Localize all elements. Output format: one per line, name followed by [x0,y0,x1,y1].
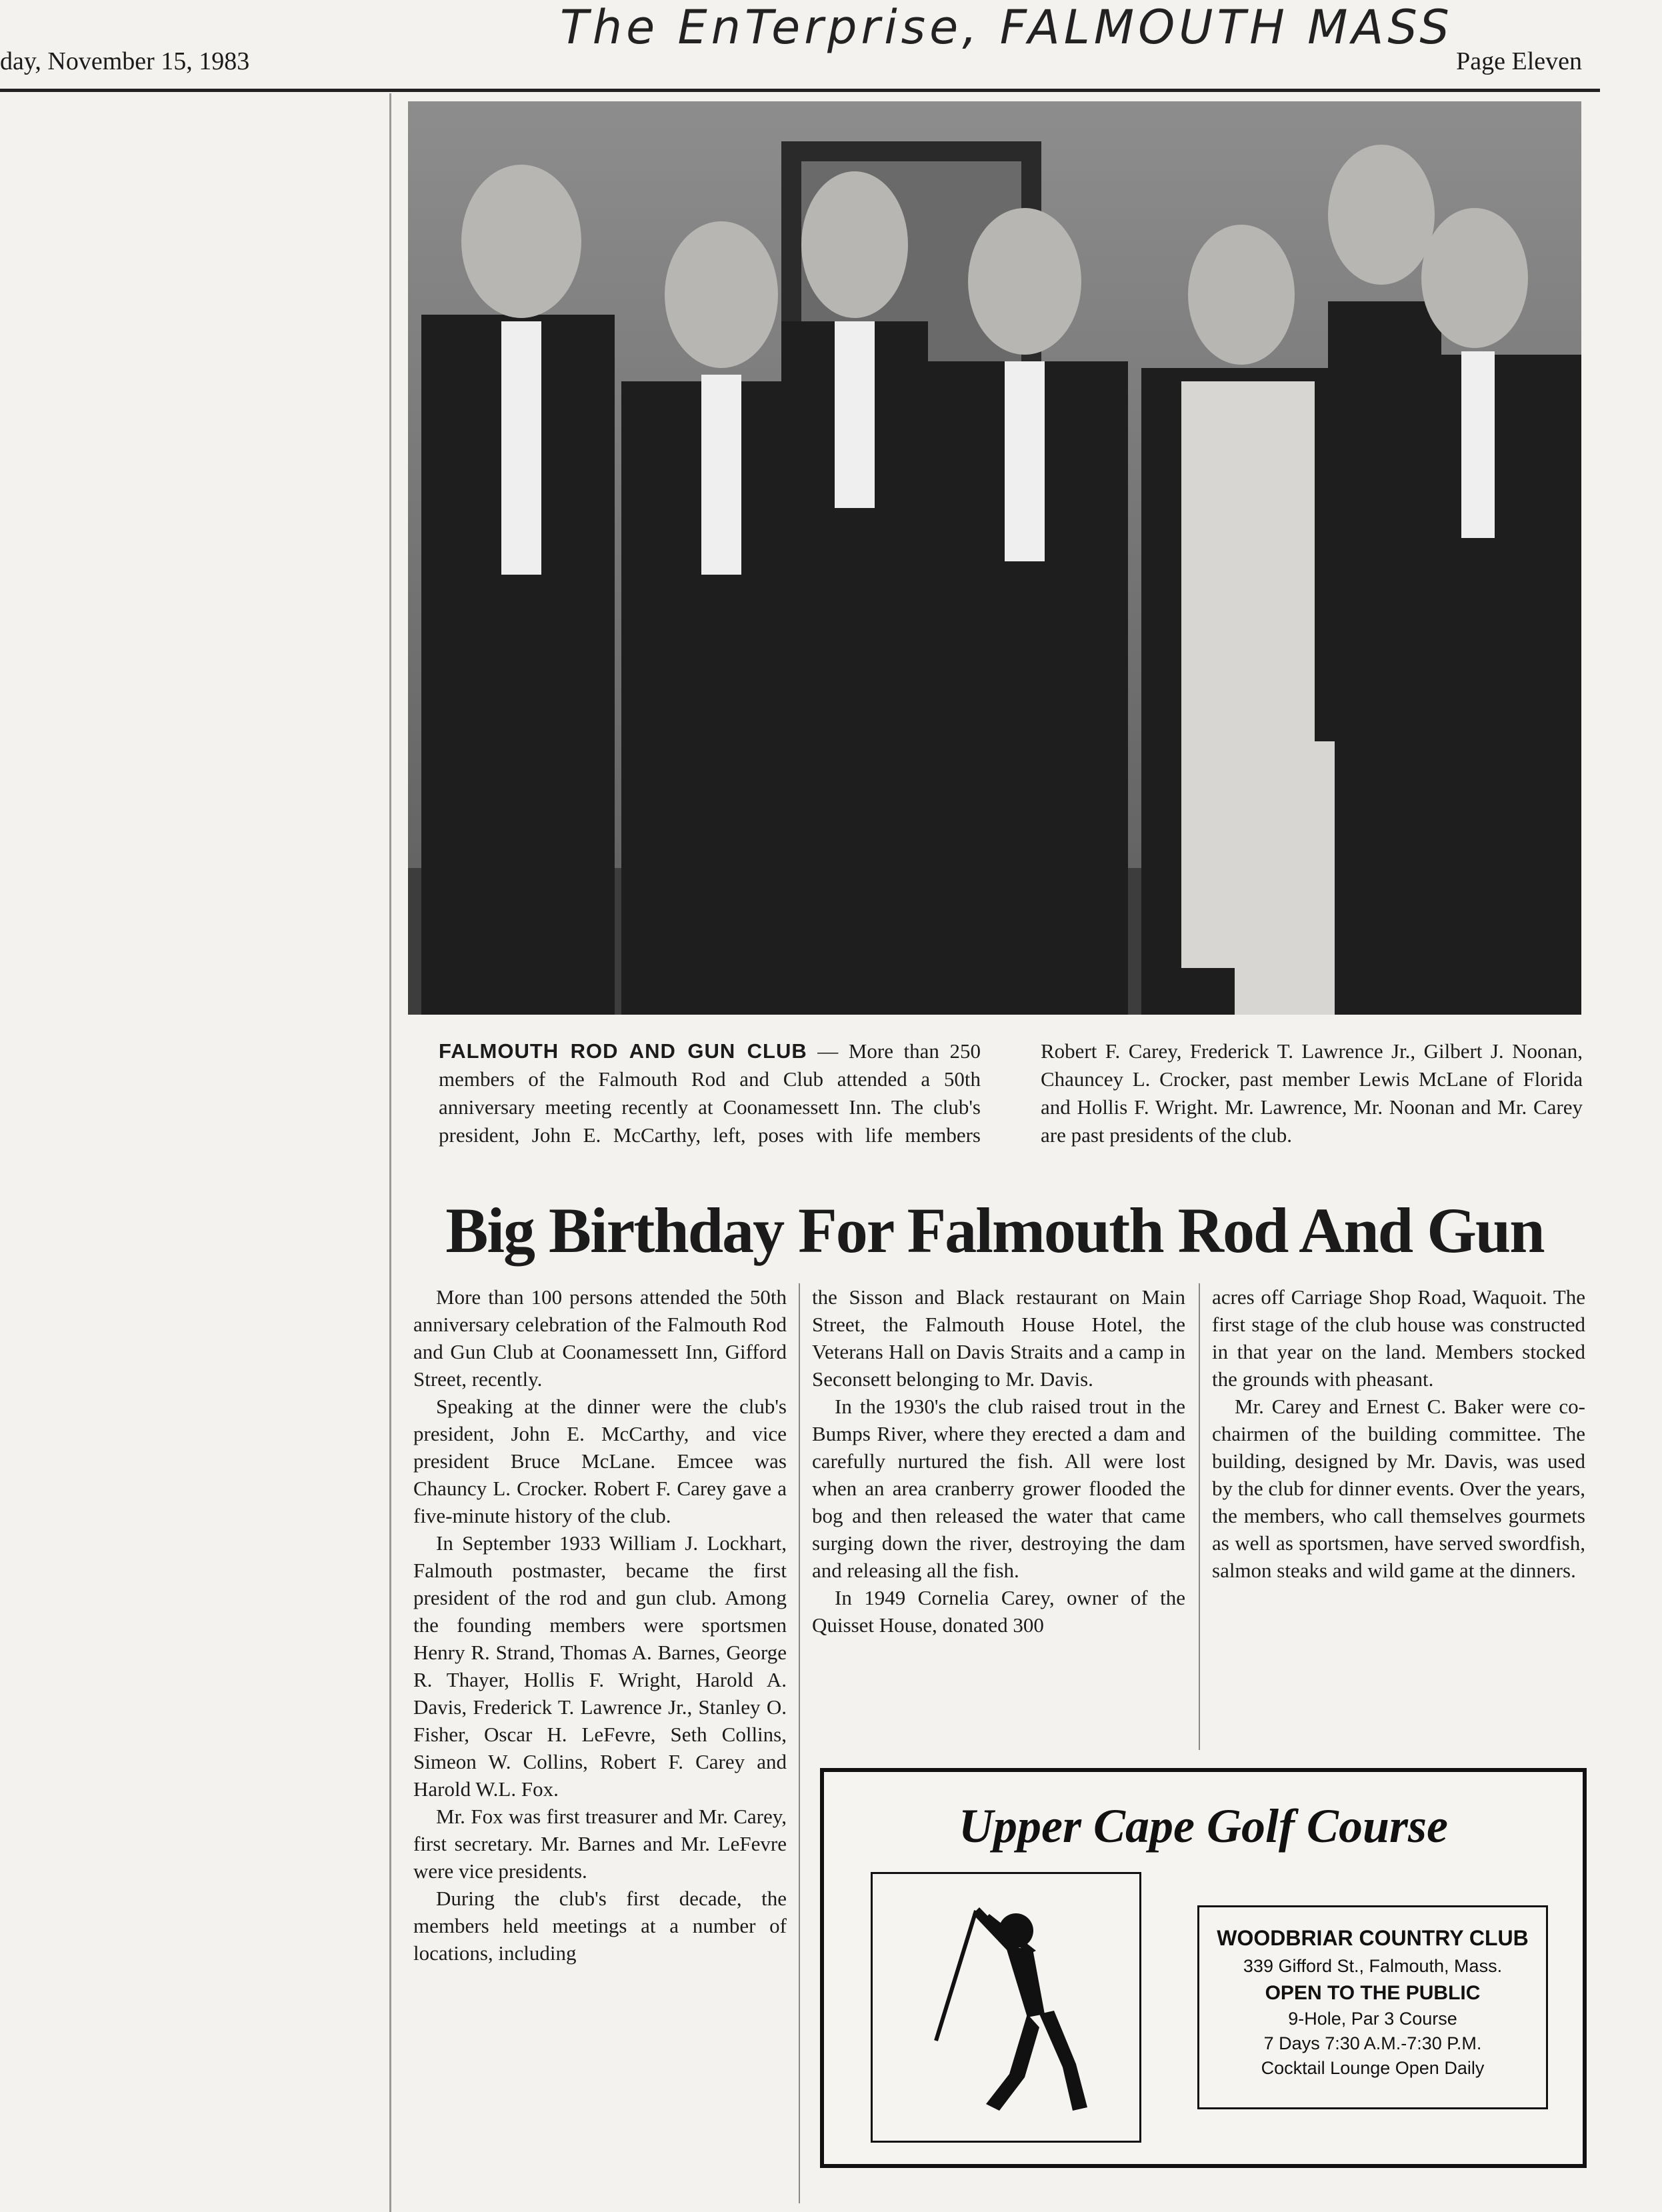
group-photo [408,101,1581,1015]
open-to-public: OPEN TO THE PUBLIC [1265,1982,1481,2004]
article-paragraph: During the club's first decade, the members held meetings at a number of locations, including [413,1887,787,1965]
lounge-note: Cocktail Lounge Open Daily [1261,2058,1485,2078]
article-paragraph: In 1949 Cornelia Carey, owner of the Quisset House, donated 300 [812,1586,1185,1637]
page-number: Page Eleven [1456,47,1582,75]
article-paragraph: More than 100 persons attended the 50th anniversary celebration of the Falmouth Rod and Gun Club at Coonamessett Inn, Gifford Street, recently. [413,1285,787,1391]
club-info-box [1197,1905,1548,2109]
club-name: WOODBRIAR COUNTRY CLUB [1217,1926,1529,1950]
caption-text: — More than 250 members of the Falmouth Rod and Club attended a 50th anniversary meeting recently at Coonamessett Inn. The club's president, John E. McCarthy, left, poses with life members Robert F. Carey, Frederick T. Lawrence Jr., Gilbert J. Noonan, Chauncey L. Crocker, past member Lewis McLane of Florida and Hollis F. Wright. Mr. Lawrence, Mr. Noonan and Mr. Carey are past presidents of the club. [439,1039,1583,1147]
opening-hours: 7 Days 7:30 A.M.-7:30 P.M. [1263,2033,1482,2053]
photo-caption [439,1037,1583,1149]
article-paragraph: Mr. Carey and Ernest C. Baker were co-chairmen of the building committee. The building, designed by Mr. Davis, was used by the club for dinner events. Over the years, the members, who call themselves gourmets as well as sportsmen, have served swordfish, salmon steaks and wild game at the dinners. [1212,1395,1585,1582]
group-photo-icon [408,101,1581,1015]
article-paragraph: In the 1930's the club raised trout in the Bumps River, where they erected a dam and carefully nurtured the fish. All were lost when an area cranberry grower flooded the bog and then released the water that came surging down the river, destroying the dam and releasing all the fish. [812,1395,1185,1582]
header-rule [0,89,1600,92]
ad-title: Upper Cape Golf Course [959,1799,1448,1853]
column-rule [799,1283,800,2203]
article-paragraph: acres off Carriage Shop Road, Waquoit. The first stage of the club house was constructed in that year on the land. Members stocked the grounds with pheasant. [1212,1285,1585,1391]
article-paragraph: the Sisson and Black restaurant on Main Street, the Falmouth House Hotel, the Veterans Hall on Davis Straits and a camp in Seconsett belonging to Mr. Davis. [812,1285,1185,1391]
article-column-3 [1212,1283,1585,1584]
issue-date: day, November 15, 1983 [0,47,250,75]
golf-advertisement [820,1768,1587,2168]
club-address: 339 Gifford St., Falmouth, Mass. [1243,1956,1503,1976]
column-rule [1199,1283,1200,1750]
article-column-2 [812,1283,1185,1639]
course-details: 9-Hole, Par 3 Course [1288,2009,1457,2029]
article-paragraph: Mr. Fox was first treasurer and Mr. Carey, first secretary. Mr. Barnes and Mr. LeFevre were vice presidents. [413,1805,787,1883]
article-paragraph: In September 1933 William J. Lockhart, Falmouth postmaster, became the first president of the rod and gun club. Among the founding members were sportsmen Henry R. Strand, Thomas A. Barnes, George R. Thayer, Hollis F. Wright, Harold A. Davis, Frederick T. Lawrence Jr., Stanley O. Fisher, Oscar H. LeFevre, Seth Collins, Simeon W. Collins, Robert F. Carey and Harold W.L. Fox. [413,1531,787,1801]
clipping-edge [389,93,391,2212]
article-paragraph: Speaking at the dinner were the club's president, John E. McCarthy, and vice president Bruce McLane. Emcee was Chauncy L. Crocker. Robert F. Carey gave a five-minute history of the club. [413,1395,787,1527]
article-column-1 [413,1283,787,1967]
golfer-icon [873,1874,1139,2141]
handwritten-note: The EnTerprise, FALMOUTH MASS [560,0,1453,55]
golfer-illustration [871,1872,1141,2143]
caption-lead: FALMOUTH ROD AND GUN CLUB [439,1039,807,1063]
headline: Big Birthday For Falmouth Rod And Gun [445,1195,1544,1266]
